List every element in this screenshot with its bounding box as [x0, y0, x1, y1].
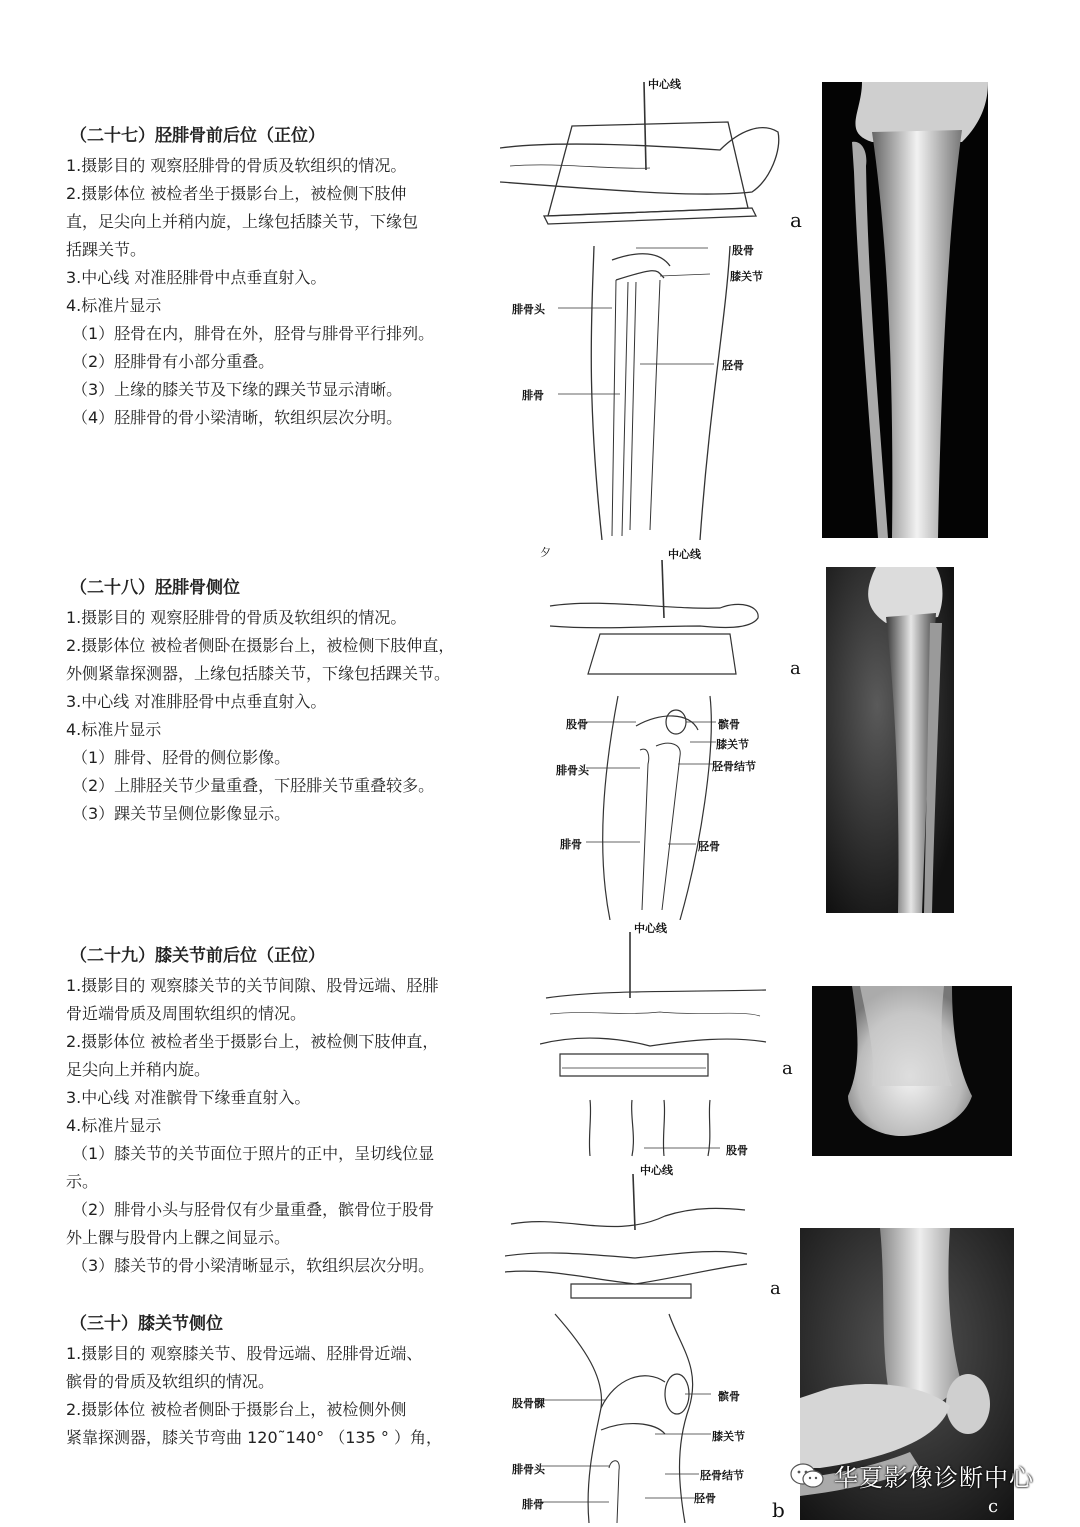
line: 2.摄影体位 被检者侧卧在摄影台上，被检侧下肢伸直， — [66, 636, 455, 655]
line: 3.中心线 对准髌骨下缘垂直射入。 — [66, 1088, 311, 1107]
line: 1.摄影目的 观察胫腓骨的骨质及软组织的情况。 — [66, 156, 407, 175]
line: 3.中心线 对准腓胫骨中点垂直射入。 — [66, 692, 327, 711]
leg-positioning-illustration-ap — [500, 70, 800, 540]
xray-tibia-fibula-ap — [822, 82, 988, 538]
line: 2.摄影体位 被检者坐于摄影台上，被检侧下肢伸 — [66, 184, 407, 203]
panel-letter-a: a — [790, 658, 801, 679]
label-center-line: 中心线 — [668, 548, 701, 561]
section-body — [66, 604, 526, 828]
section-tibia-fibula-lateral — [66, 576, 526, 828]
label-patella: 髌骨 — [718, 718, 740, 731]
panel-letter-c: c — [988, 1496, 999, 1517]
label-knee-joint: 膝关节 — [716, 738, 749, 751]
line: 外上髁与股骨内上髁之间显示。 — [66, 1228, 291, 1247]
label-center-line: 中心线 — [634, 922, 667, 935]
line: （3）膝关节的骨小梁清晰显示，软组织层次分明。 — [72, 1256, 435, 1275]
xray-knee-ap — [812, 986, 1012, 1156]
label-femoral-condyle: 股骨髁 — [512, 1397, 545, 1410]
line: 1.摄影目的 观察膝关节的关节间隙、股骨远端、胫腓 — [66, 976, 439, 995]
line: 直，足尖向上并稍内旋，上缘包括膝关节，下缘包 — [66, 212, 419, 231]
line: 4.标准片显示 — [66, 296, 162, 315]
panel-letter-a: a — [790, 208, 802, 232]
label-tibia: 胫骨 — [698, 840, 720, 853]
line: 1.摄影目的 观察膝关节、股骨远端、胫腓骨近端、 — [66, 1344, 423, 1363]
line: （2）胫腓骨有小部分重叠。 — [72, 352, 275, 371]
section-title: （三十）膝关节侧位 — [70, 1314, 223, 1334]
section-title: （二十八）胫腓骨侧位 — [70, 578, 240, 598]
stray-mark: 夕 — [540, 546, 551, 559]
watermark — [790, 1458, 1034, 1493]
section-body — [66, 1340, 526, 1452]
label-femur: 股骨 — [726, 1144, 748, 1157]
label-tibial-tuberosity: 胫骨结节 — [712, 760, 756, 773]
section-title: （二十九）膝关节前后位（正位） — [70, 946, 325, 966]
label-fibula-head: 腓骨头 — [512, 303, 545, 316]
line: 1.摄影目的 观察胫腓骨的骨质及软组织的情况。 — [66, 608, 407, 627]
line: （1）胫骨在内，腓骨在外，胫骨与腓骨平行排列。 — [72, 324, 435, 343]
line: 骨近端骨质及周围软组织的情况。 — [66, 1004, 307, 1023]
label-center-line: 中心线 — [640, 1164, 673, 1177]
section-tibia-fibula-ap — [66, 124, 526, 432]
xray-tibia-fibula-lateral — [826, 567, 954, 913]
section-knee-lateral — [66, 1312, 526, 1452]
label-fibula: 腓骨 — [522, 1498, 544, 1511]
section-body — [66, 972, 526, 1280]
panel-letter-b: b — [772, 1498, 785, 1522]
line: 2.摄影体位 被检者坐于摄影台上，被检侧下肢伸直， — [66, 1032, 439, 1051]
line: 示。 — [66, 1172, 99, 1191]
panel-letter-a: a — [782, 1058, 793, 1079]
line: 4.标准片显示 — [66, 1116, 162, 1135]
line: 3.中心线 对准胫腓骨中点垂直射入。 — [66, 268, 327, 287]
line: （3）上缘的膝关节及下缘的踝关节显示清晰。 — [72, 380, 403, 399]
watermark-text: 华夏影像诊断中心 — [834, 1464, 1034, 1492]
label-fibula-head: 腓骨头 — [556, 764, 589, 777]
section-knee-ap — [66, 944, 526, 1280]
line: 紧靠探测器，膝关节弯曲 120˜140° （135 ° ）角， — [66, 1428, 442, 1447]
line: 外侧紧靠探测器，上缘包括膝关节，下缘包括踝关节。 — [66, 664, 451, 683]
leg-positioning-illustration-lateral — [540, 550, 790, 920]
label-tibia: 胫骨 — [722, 359, 744, 372]
label-fibula: 腓骨 — [560, 838, 582, 851]
line: 括踝关节。 — [66, 240, 147, 259]
line: 2.摄影体位 被检者侧卧于摄影台上，被检侧外侧 — [66, 1400, 407, 1419]
label-center-line: 中心线 — [648, 78, 681, 91]
panel-letter-a: a — [770, 1278, 781, 1299]
wechat-icon — [790, 1462, 824, 1490]
label-fibula: 腓骨 — [522, 389, 544, 402]
line: （3）踝关节呈侧位影像显示。 — [72, 804, 291, 823]
label-knee-joint: 膝关节 — [730, 270, 763, 283]
line: （2）腓骨小头与胫骨仅有少量重叠，髌骨位于股骨 — [72, 1200, 435, 1219]
section-title: （二十七）胫腓骨前后位（正位） — [70, 126, 325, 146]
label-knee-joint: 膝关节 — [712, 1430, 745, 1443]
label-tibial-tuberosity: 胫骨结节 — [700, 1469, 744, 1482]
label-fibula-head: 腓骨头 — [512, 1463, 545, 1476]
line: 髌骨的骨质及软组织的情况。 — [66, 1372, 275, 1391]
line: （1）腓骨、胫骨的侧位影像。 — [72, 748, 291, 767]
line: 足尖向上并稍内旋。 — [66, 1060, 211, 1079]
line: （4）胫腓骨的骨小梁清晰，软组织层次分明。 — [72, 408, 403, 427]
line: （1）膝关节的关节面位于照片的正中，呈切线位显 — [72, 1144, 435, 1163]
label-femur: 股骨 — [566, 718, 588, 731]
line: （2）上腓胫关节少量重叠，下胫腓关节重叠较多。 — [72, 776, 435, 795]
knee-positioning-illustration-ap — [540, 926, 770, 1166]
line: 4.标准片显示 — [66, 720, 162, 739]
label-patella: 髌骨 — [718, 1390, 740, 1403]
label-femur: 股骨 — [732, 244, 754, 257]
section-body — [66, 152, 526, 432]
label-tibia: 胫骨 — [694, 1492, 716, 1505]
